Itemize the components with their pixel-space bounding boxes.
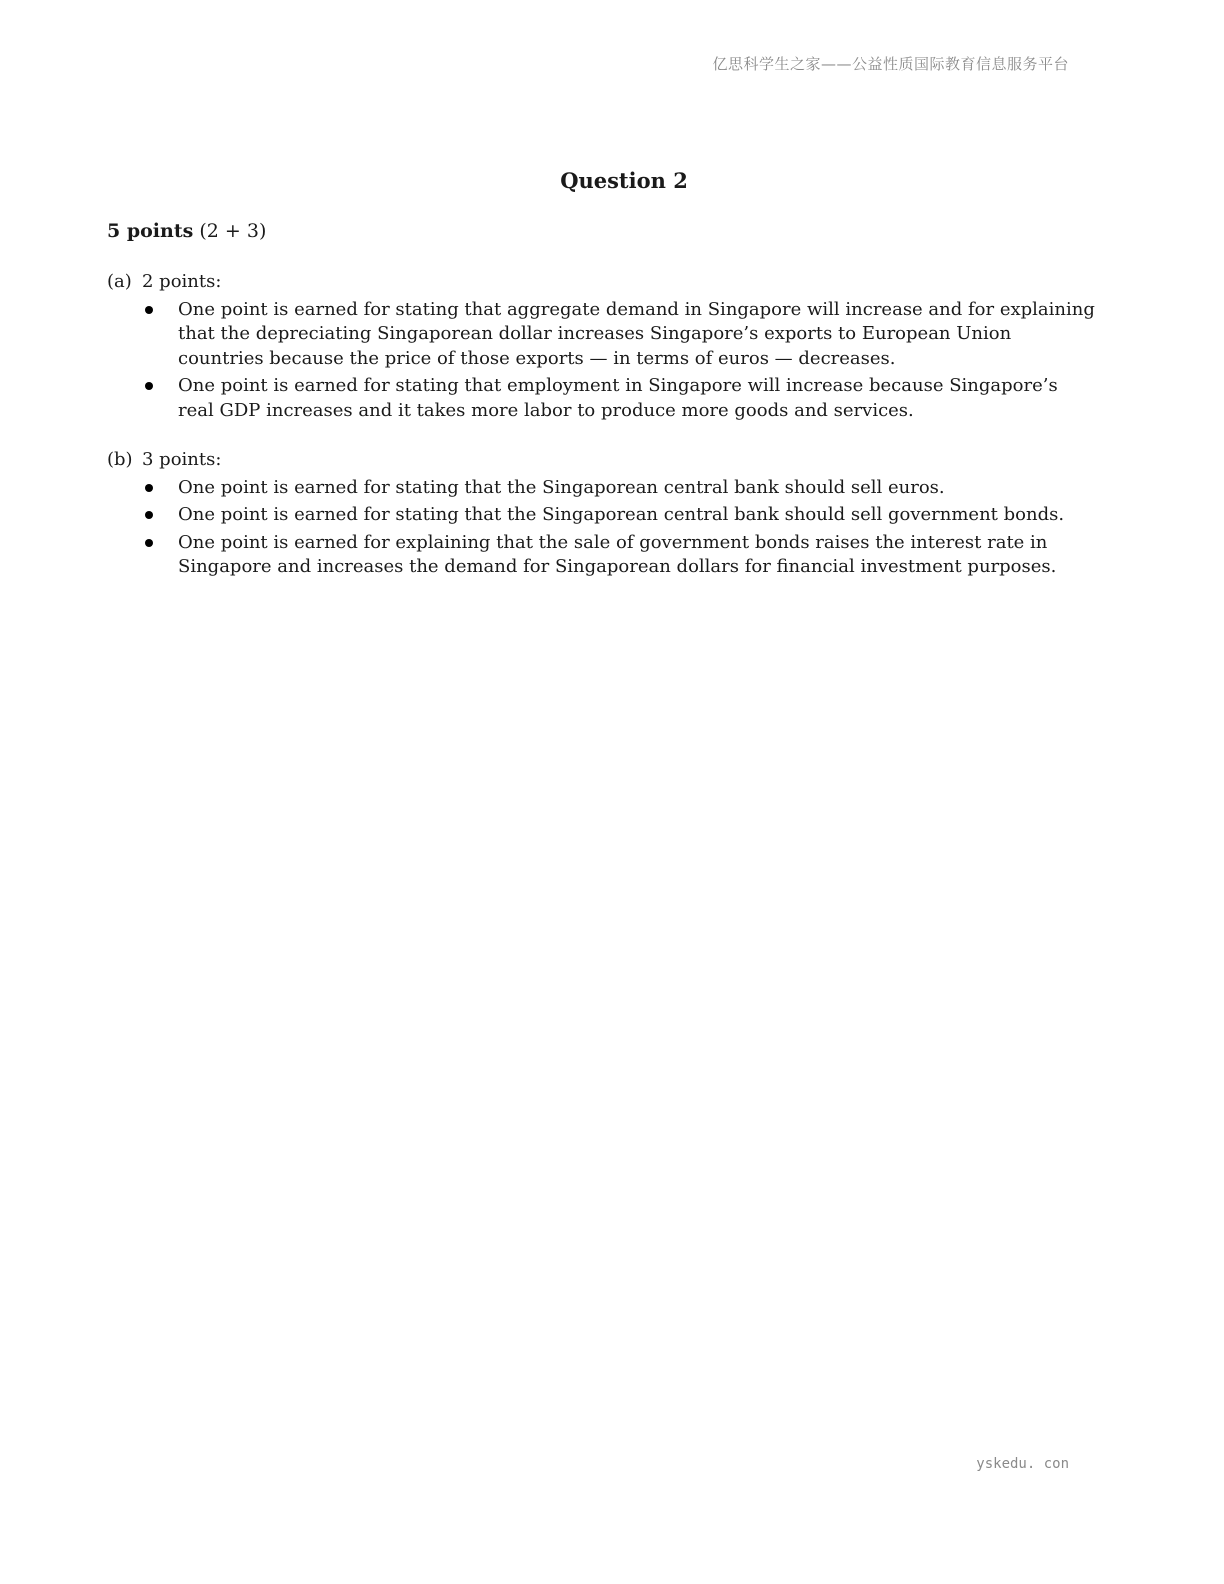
question-title: Question 2 [560, 168, 688, 193]
part-b-bullet-list [107, 476, 1097, 580]
part-a-heading [107, 270, 1097, 295]
list-item [107, 298, 1097, 372]
total-points-line [107, 220, 266, 242]
bullet-icon [107, 374, 178, 423]
part-a-label: (a) [107, 271, 132, 292]
part-b [107, 448, 1097, 583]
part-a [107, 270, 1097, 426]
bullet-text: One point is earned for stating that employment in Singapore will increase because Singapore’s real GDP increases and it takes more labor to produce more goods and services. [178, 375, 1058, 421]
part-a-points: 2 points: [142, 271, 222, 292]
bullet-icon [107, 531, 178, 580]
part-b-heading [107, 448, 1097, 473]
bullet-text: One point is earned for stating that aggregate demand in Singapore will increase and for explaining that the depreciating Singaporean dollar increases Singapore’s exports to European Union countries because the price of those exports — in terms of euros — decreases. [178, 298, 1095, 369]
points-breakdown: (2 + 3) [193, 220, 267, 242]
part-b-points: 3 points: [142, 449, 222, 470]
footer-site-text: yskedu. con [976, 1456, 1069, 1472]
bullet-text: One point is earned for explaining that the sale of government bonds raises the interest rate in Singapore and increases the demand for Singaporean dollars for financial investment purposes. [178, 531, 1057, 577]
header-watermark: 亿思科学生之家——公益性质国际教育信息服务平台 [712, 55, 1069, 73]
bullet-icon [107, 503, 178, 528]
list-item [107, 476, 1097, 501]
list-item [107, 531, 1097, 580]
list-item [107, 374, 1097, 423]
part-a-bullet-list [107, 298, 1097, 424]
total-points: 5 points [107, 220, 194, 242]
list-item [107, 503, 1097, 528]
part-b-label: (b) [107, 449, 133, 470]
bullet-icon [107, 476, 178, 501]
bullet-text: One point is earned for stating that the Singaporean central bank should sell euros. [178, 476, 945, 498]
bullet-text: One point is earned for stating that the Singaporean central bank should sell government bonds. [178, 504, 1065, 525]
bullet-icon [107, 298, 178, 372]
